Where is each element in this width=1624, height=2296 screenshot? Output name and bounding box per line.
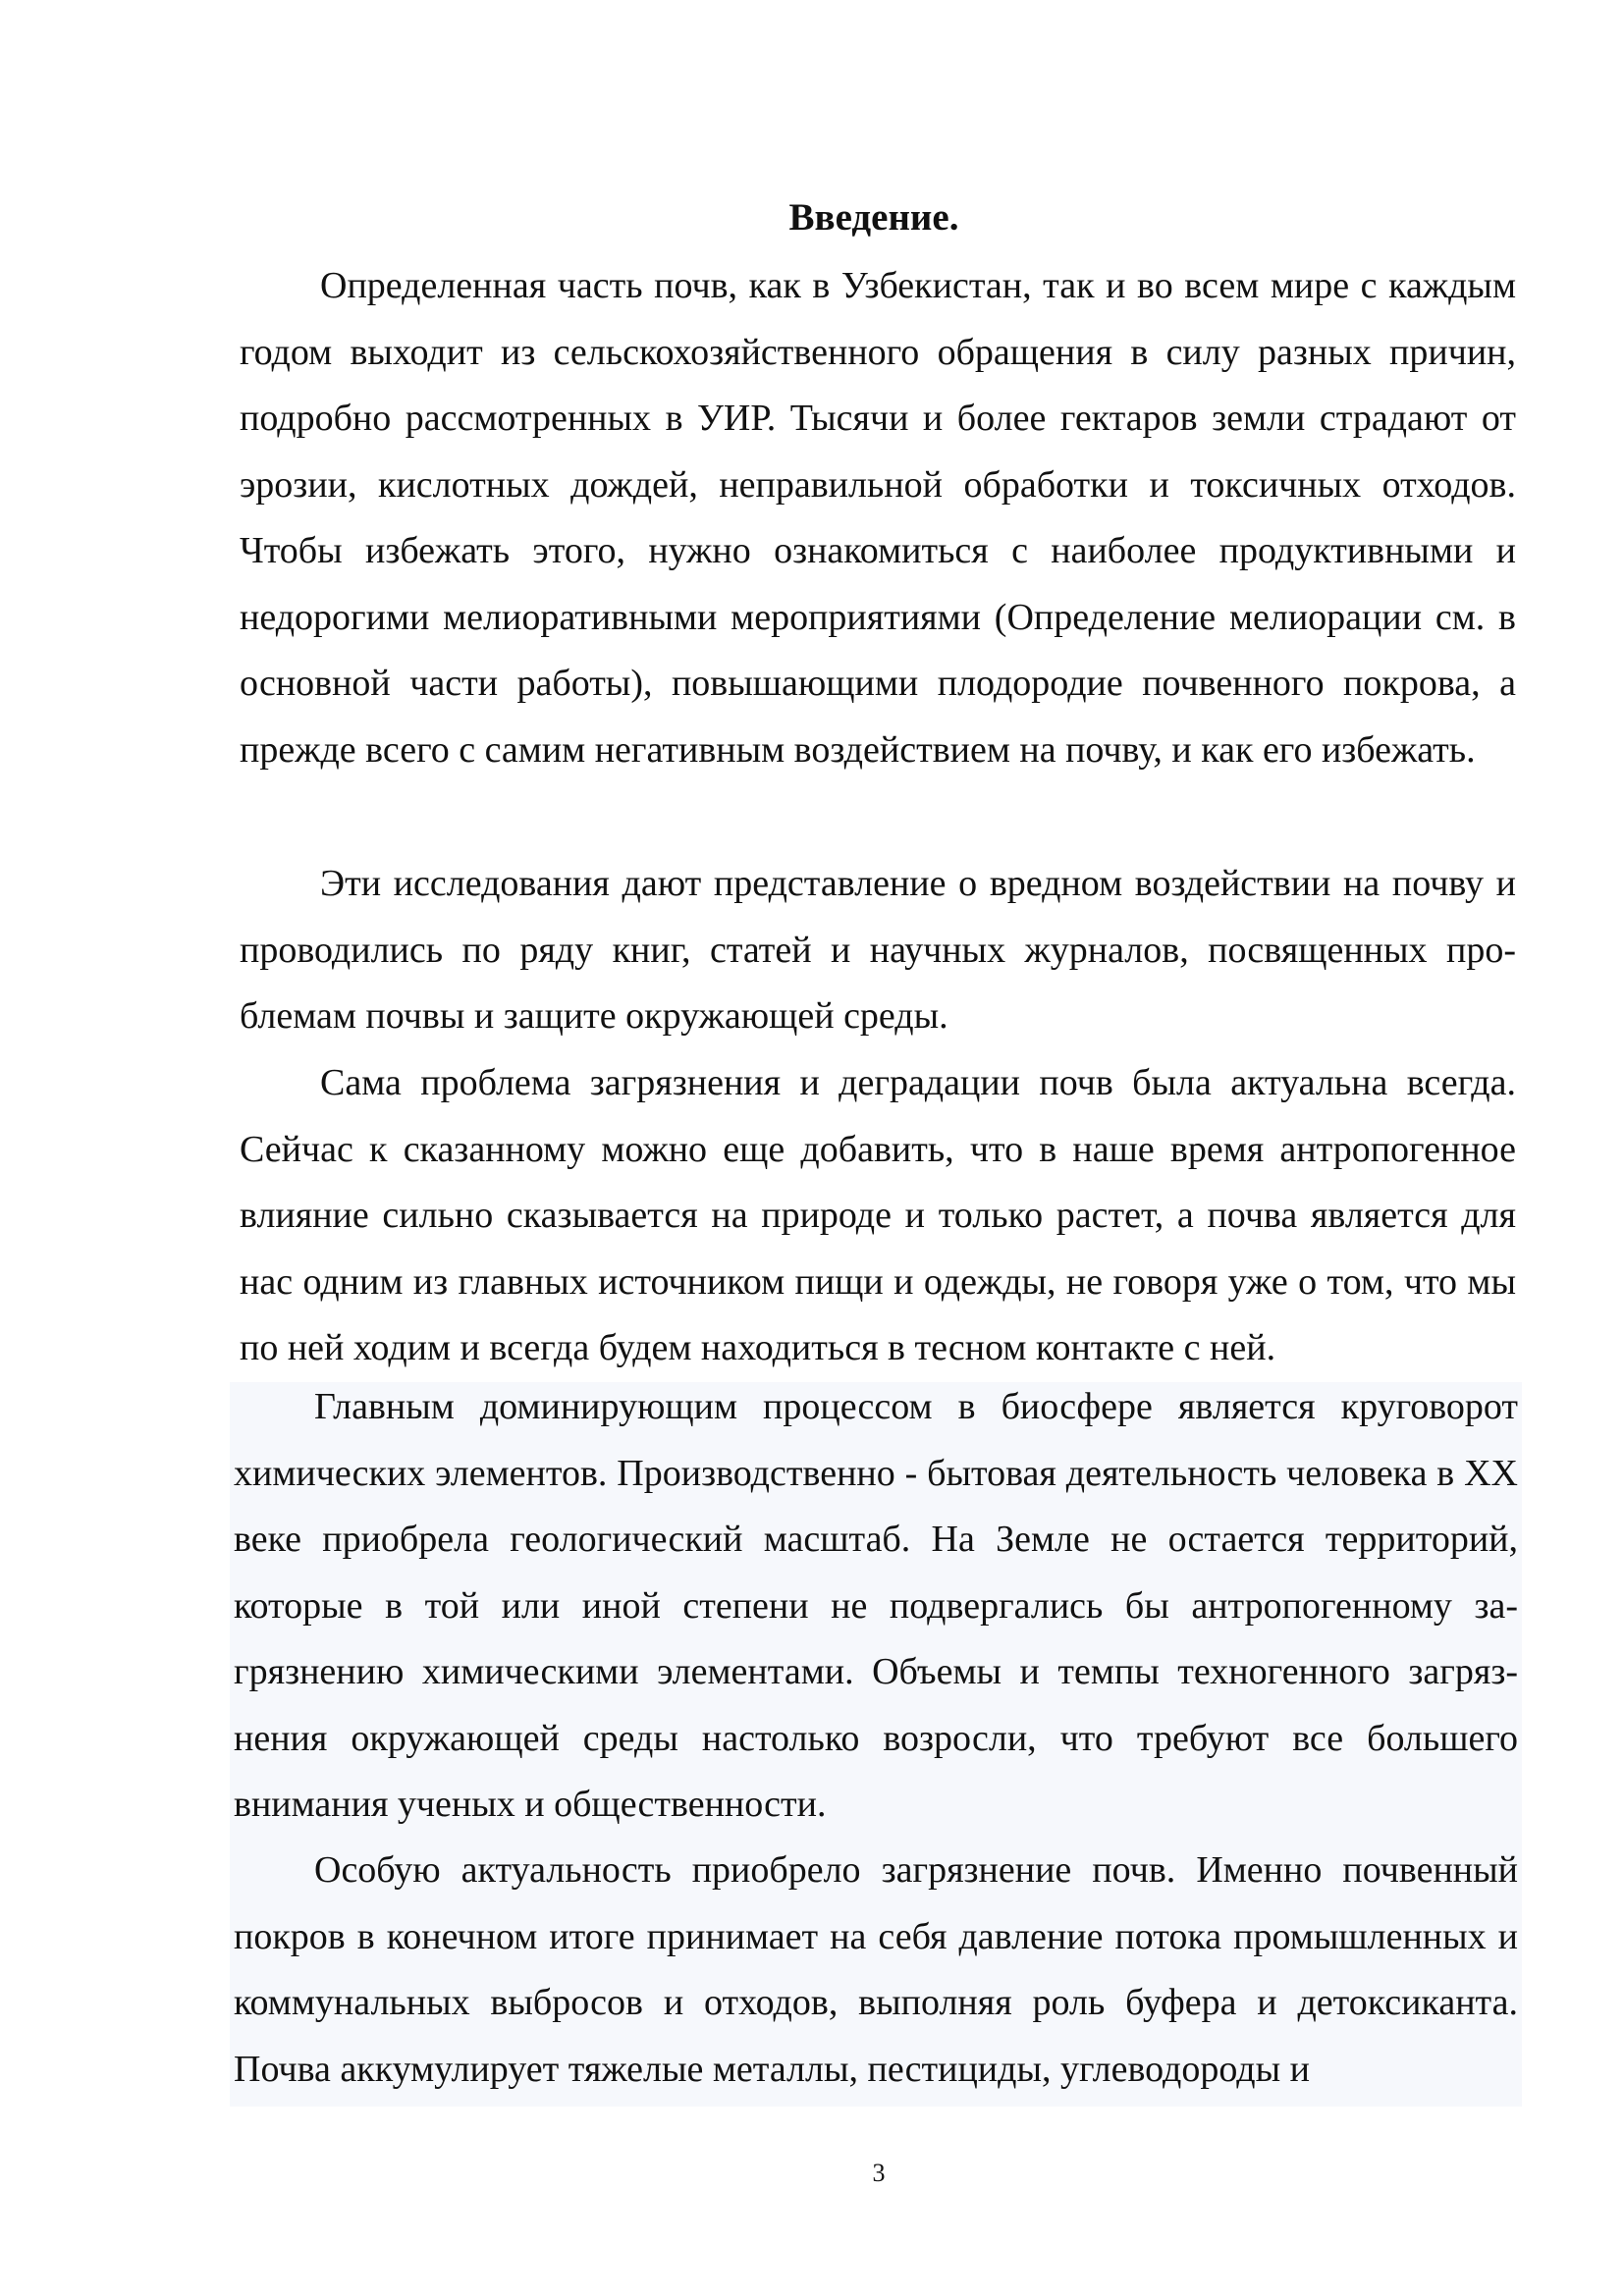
paragraph-3: Сама проблема загрязнения и деградации почв была актуальна всегда. Сейчас к сказанному можно еще добавить, что в наше время антропогенное влияние сильно сказывается на природе и только растет, а почва является для нас одним из главных источником пищи и одежды, не говоря уже о том, что мы по ней ходим и всегда будем находиться в тесном контакте с ней.: [240, 1062, 1516, 1368]
page-number: 3: [872, 2159, 886, 2187]
paragraph-4: Главным доминирующим процессом в биосфере является круговорот химических элементов. Производственно - бытовая деятельность человека в XX веке приобрела геологический масштаб. На Земле не остается территорий, которые в той или иной степени не подвергались бы антропогенному загрязнению химическими элементами. Объемы и темпы техногенного загрязнения окружающей среды настолько возросли, что требуют все большего внимания ученых и общественности.: [234, 1386, 1518, 1825]
paragraph-1: Определенная часть почв, как в Узбекистан, так и во всем мире с каждым годом выходит из сельскохозяйственного обращения в силу разных причин, подробно рассмотренных в УИР. Тысячи и более гектаров земли страдают от эрозии, кислотных дождей, неправильной обработки и токсичных отходов. Чтобы избежать этого, нужно ознакомиться с наиболее продуктивными и недорогими мелиоративными мероприятиями (Определение мелиорации см. в основной части работы), повышающими плодородие почвенного покрова, а прежде всего с самим негативным воздействием на почву, и как его избежать.: [240, 265, 1516, 771]
paragraph-5: Особую актуальность приобрело загрязнение почв. Именно почвенный покров в конечном итоге принимает на себя давление потока промышленных и коммунальных выбросов и отходов, выполняя роль буфера и детоксиканта. Почва аккумулирует тяжелые металлы, пестициды, углеводороды и: [234, 1849, 1518, 2090]
section-heading: Введение.: [788, 196, 959, 239]
paragraph-2: Эти исследования дают представление о вредном воздействии на почву и проводились по ряду книг, статей и научных журналов, посвященных проблемам почвы и защите окружающей среды.: [240, 863, 1516, 1037]
